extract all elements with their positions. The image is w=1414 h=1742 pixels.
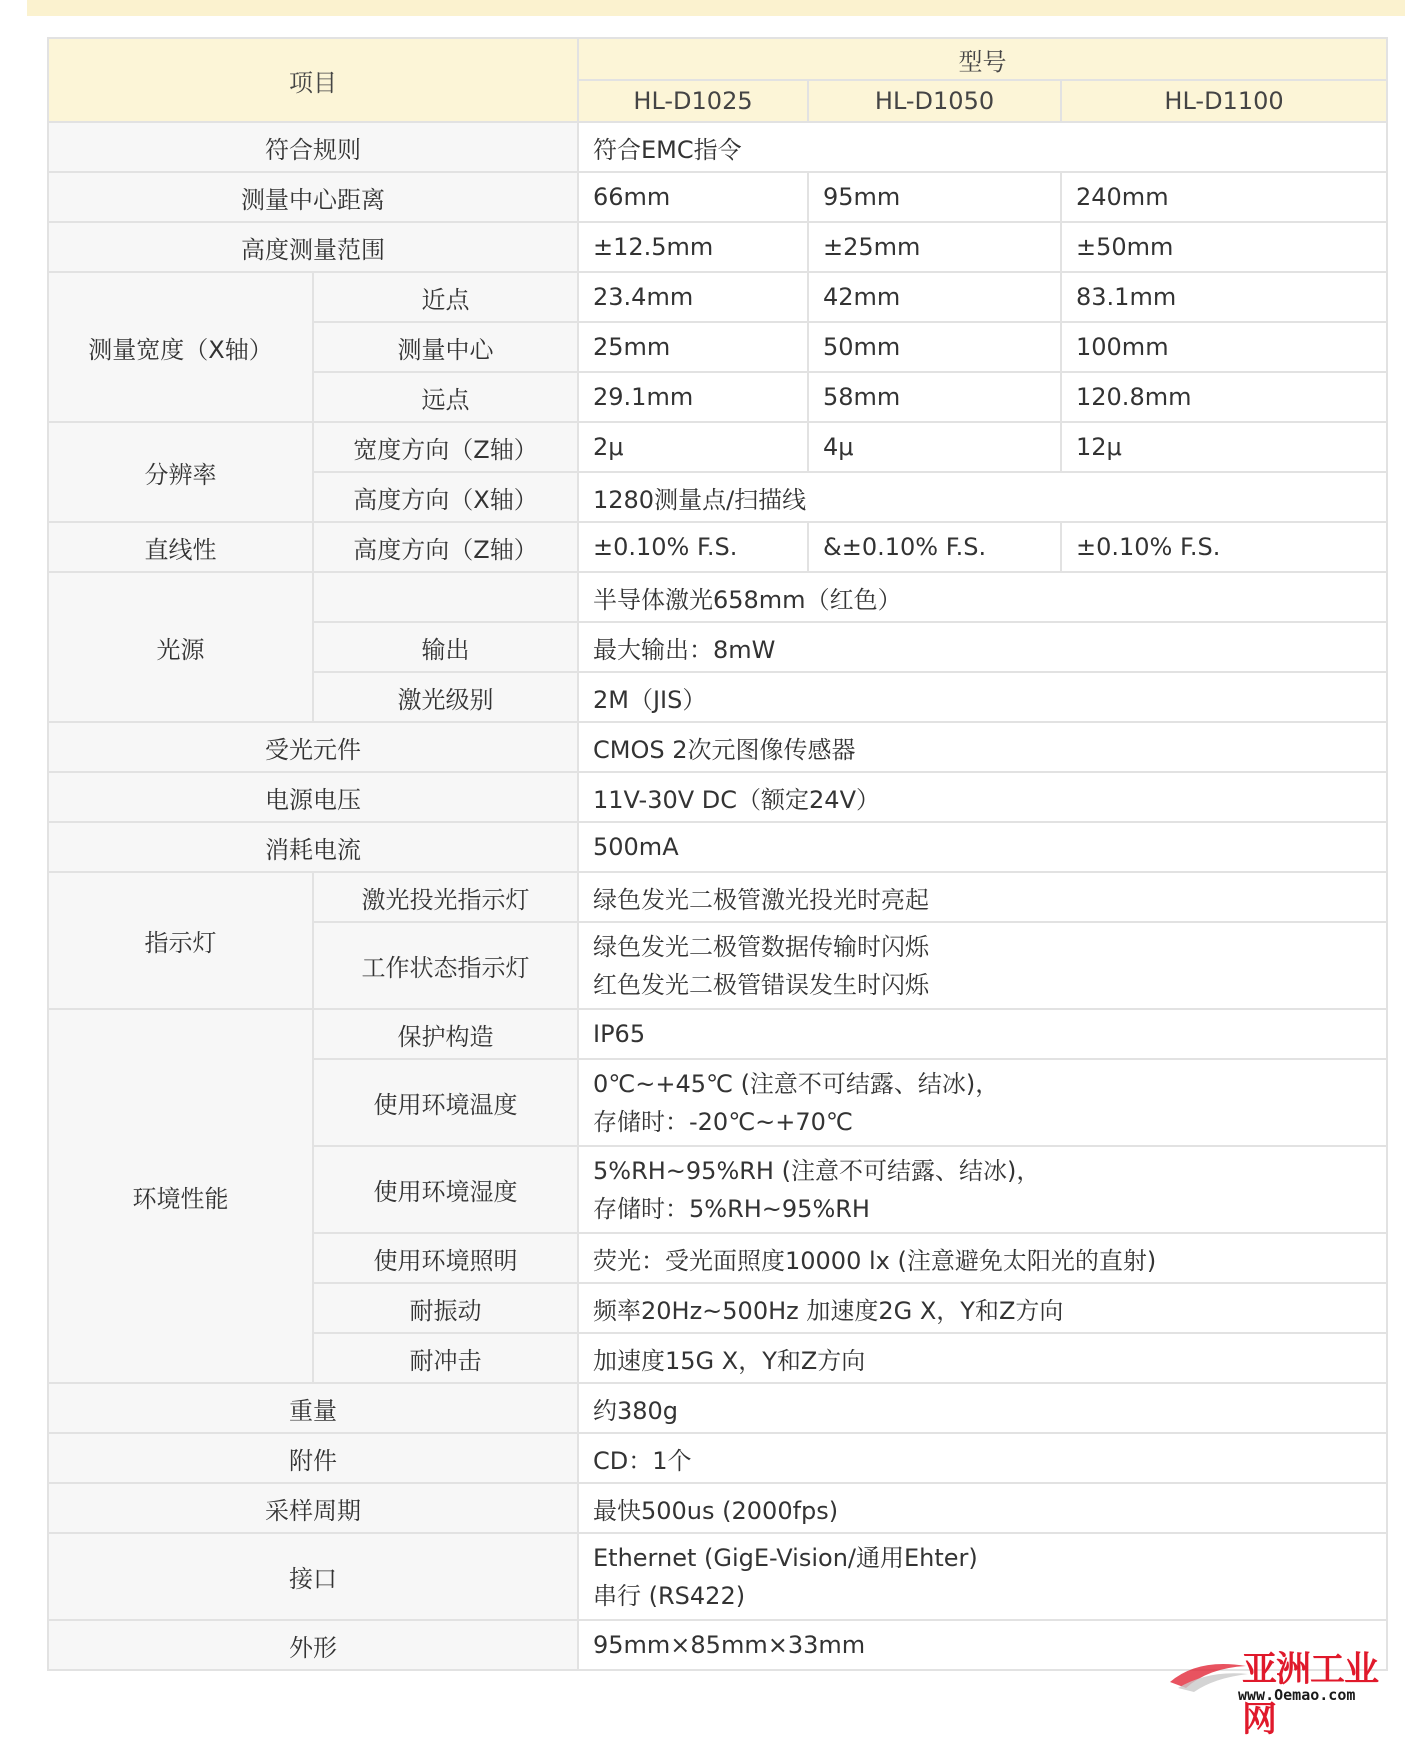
- value-cell: [578, 1059, 1387, 1146]
- sub-label-cell: 使用环境湿度: [313, 1146, 578, 1233]
- watermark-name: 亚洲工业网: [1242, 1649, 1379, 1740]
- label-cell: 外形: [48, 1620, 578, 1670]
- value-cell: 95mm×85mm×33mm: [578, 1620, 1387, 1670]
- value-cell: 频率20Hz~500Hz 加速度2G X，Y和Z方向: [578, 1283, 1387, 1333]
- watermark-url: www.Oemao.com: [1238, 1686, 1356, 1704]
- value-cell: ±12.5mm: [578, 222, 808, 272]
- label-cell: 直线性: [48, 522, 313, 572]
- spec-table: [47, 37, 1388, 1671]
- value-line: 5%RH~95%RH (注意不可结露、结冰)，: [593, 1156, 1041, 1185]
- value-cell: CMOS 2次元图像传感器: [578, 722, 1387, 772]
- value-cell: 1280测量点/扫描线: [578, 472, 1387, 522]
- row-compliance: [48, 122, 1387, 172]
- header-model-2: HL-D1050: [808, 80, 1061, 122]
- sub-label-cell: 耐冲击: [313, 1333, 578, 1383]
- label-cell: 受光元件: [48, 722, 578, 772]
- row-current: [48, 822, 1387, 872]
- row-width-near: [48, 272, 1387, 322]
- row-voltage: [48, 772, 1387, 822]
- sub-label-cell: 使用环境照明: [313, 1233, 578, 1283]
- value-cell: 66mm: [578, 172, 808, 222]
- value-cell: ±50mm: [1061, 222, 1387, 272]
- group-label-resolution: 分辨率: [48, 422, 313, 522]
- sub-label-cell: 保护构造: [313, 1009, 578, 1059]
- value-line: 0℃~+45℃ (注意不可结露、结冰)，: [593, 1069, 1000, 1098]
- value-cell: &±0.10% F.S.: [808, 522, 1061, 572]
- value-cell: IP65: [578, 1009, 1387, 1059]
- sub-label-cell: 输出: [313, 622, 578, 672]
- row-light-source: [48, 572, 1387, 622]
- value-line: 红色发光二极管错误发生时闪烁: [593, 970, 929, 999]
- group-label-width: 测量宽度（X轴）: [48, 272, 313, 422]
- label-cell: 测量中心距离: [48, 172, 578, 222]
- value-cell: 11V-30V DC（额定24V）: [578, 772, 1387, 822]
- value-cell: 半导体激光658mm（红色）: [578, 572, 1387, 622]
- label-cell: 电源电压: [48, 772, 578, 822]
- group-label-env: 环境性能: [48, 1009, 313, 1383]
- value-line: 绿色发光二极管数据传输时闪烁: [593, 932, 929, 961]
- value-cell: 240mm: [1061, 172, 1387, 222]
- header-model: 型号: [578, 38, 1387, 80]
- value-cell: 符合EMC指令: [578, 122, 1387, 172]
- sub-label-cell: [313, 572, 578, 622]
- value-cell: 12μ: [1061, 422, 1387, 472]
- sub-label-cell: 测量中心: [313, 322, 578, 372]
- value-cell: 500mA: [578, 822, 1387, 872]
- value-cell: [578, 1533, 1387, 1620]
- value-cell: ±0.10% F.S.: [578, 522, 808, 572]
- value-cell: 2M（JIS）: [578, 672, 1387, 722]
- row-accessory: [48, 1433, 1387, 1483]
- watermark-logo: [1168, 1642, 1408, 1740]
- value-cell: 最大输出：8mW: [578, 622, 1387, 672]
- sub-label-cell: 激光投光指示灯: [313, 872, 578, 922]
- value-cell: 100mm: [1061, 322, 1387, 372]
- value-cell: [578, 1146, 1387, 1233]
- value-cell: 25mm: [578, 322, 808, 372]
- row-receiver: [48, 722, 1387, 772]
- sub-label-cell: 宽度方向（Z轴）: [313, 422, 578, 472]
- top-banner-strip: [27, 0, 1405, 16]
- value-cell: 83.1mm: [1061, 272, 1387, 322]
- sub-label-cell: 近点: [313, 272, 578, 322]
- value-cell: 最快500us (2000fps): [578, 1483, 1387, 1533]
- label-cell: 附件: [48, 1433, 578, 1483]
- value-cell: 荧光：受光面照度10000 lx (注意避免太阳光的直射): [578, 1233, 1387, 1283]
- value-cell: CD：1个: [578, 1433, 1387, 1483]
- row-sampling: [48, 1483, 1387, 1533]
- value-line: Ethernet (GigE-Vision/通用Ehter): [593, 1543, 978, 1572]
- sub-label-cell: 工作状态指示灯: [313, 922, 578, 1009]
- sub-label-cell: 高度方向（X轴）: [313, 472, 578, 522]
- value-cell: ±25mm: [808, 222, 1061, 272]
- value-cell: [578, 922, 1387, 1009]
- row-height-range: [48, 222, 1387, 272]
- value-cell: 120.8mm: [1061, 372, 1387, 422]
- value-cell: 23.4mm: [578, 272, 808, 322]
- value-cell: 29.1mm: [578, 372, 808, 422]
- sub-label-cell: 远点: [313, 372, 578, 422]
- label-cell: 采样周期: [48, 1483, 578, 1533]
- row-center-distance: [48, 172, 1387, 222]
- value-cell: 绿色发光二极管激光投光时亮起: [578, 872, 1387, 922]
- value-line: 存储时：-20℃~+70℃: [593, 1107, 853, 1136]
- label-cell: 高度测量范围: [48, 222, 578, 272]
- group-label-light: 光源: [48, 572, 313, 722]
- label-cell: 重量: [48, 1383, 578, 1433]
- sub-label-cell: 高度方向（Z轴）: [313, 522, 578, 572]
- value-cell: 加速度15G X，Y和Z方向: [578, 1333, 1387, 1383]
- row-linearity: [48, 522, 1387, 572]
- row-env-protection: [48, 1009, 1387, 1059]
- row-indicator-laser: [48, 872, 1387, 922]
- header-model-3: HL-D1100: [1061, 80, 1387, 122]
- value-cell: 42mm: [808, 272, 1061, 322]
- sub-label-cell: 耐振动: [313, 1283, 578, 1333]
- row-interface: [48, 1533, 1387, 1620]
- value-cell: 95mm: [808, 172, 1061, 222]
- value-cell: 4μ: [808, 422, 1061, 472]
- value-cell: 2μ: [578, 422, 808, 472]
- header-model-1: HL-D1025: [578, 80, 808, 122]
- value-line: 存储时：5%RH~95%RH: [593, 1194, 870, 1223]
- value-cell: 约380g: [578, 1383, 1387, 1433]
- row-resolution-width: [48, 422, 1387, 472]
- row-weight: [48, 1383, 1387, 1433]
- label-cell: 消耗电流: [48, 822, 578, 872]
- label-cell: 接口: [48, 1533, 578, 1620]
- sub-label-cell: 激光级别: [313, 672, 578, 722]
- swoosh-icon: [1168, 1648, 1248, 1692]
- header-item: 项目: [48, 38, 578, 122]
- label-cell: 符合规则: [48, 122, 578, 172]
- value-cell: 50mm: [808, 322, 1061, 372]
- value-cell: ±0.10% F.S.: [1061, 522, 1387, 572]
- value-line: 串行 (RS422): [593, 1581, 746, 1610]
- group-label-indicator: 指示灯: [48, 872, 313, 1009]
- value-cell: 58mm: [808, 372, 1061, 422]
- sub-label-cell: 使用环境温度: [313, 1059, 578, 1146]
